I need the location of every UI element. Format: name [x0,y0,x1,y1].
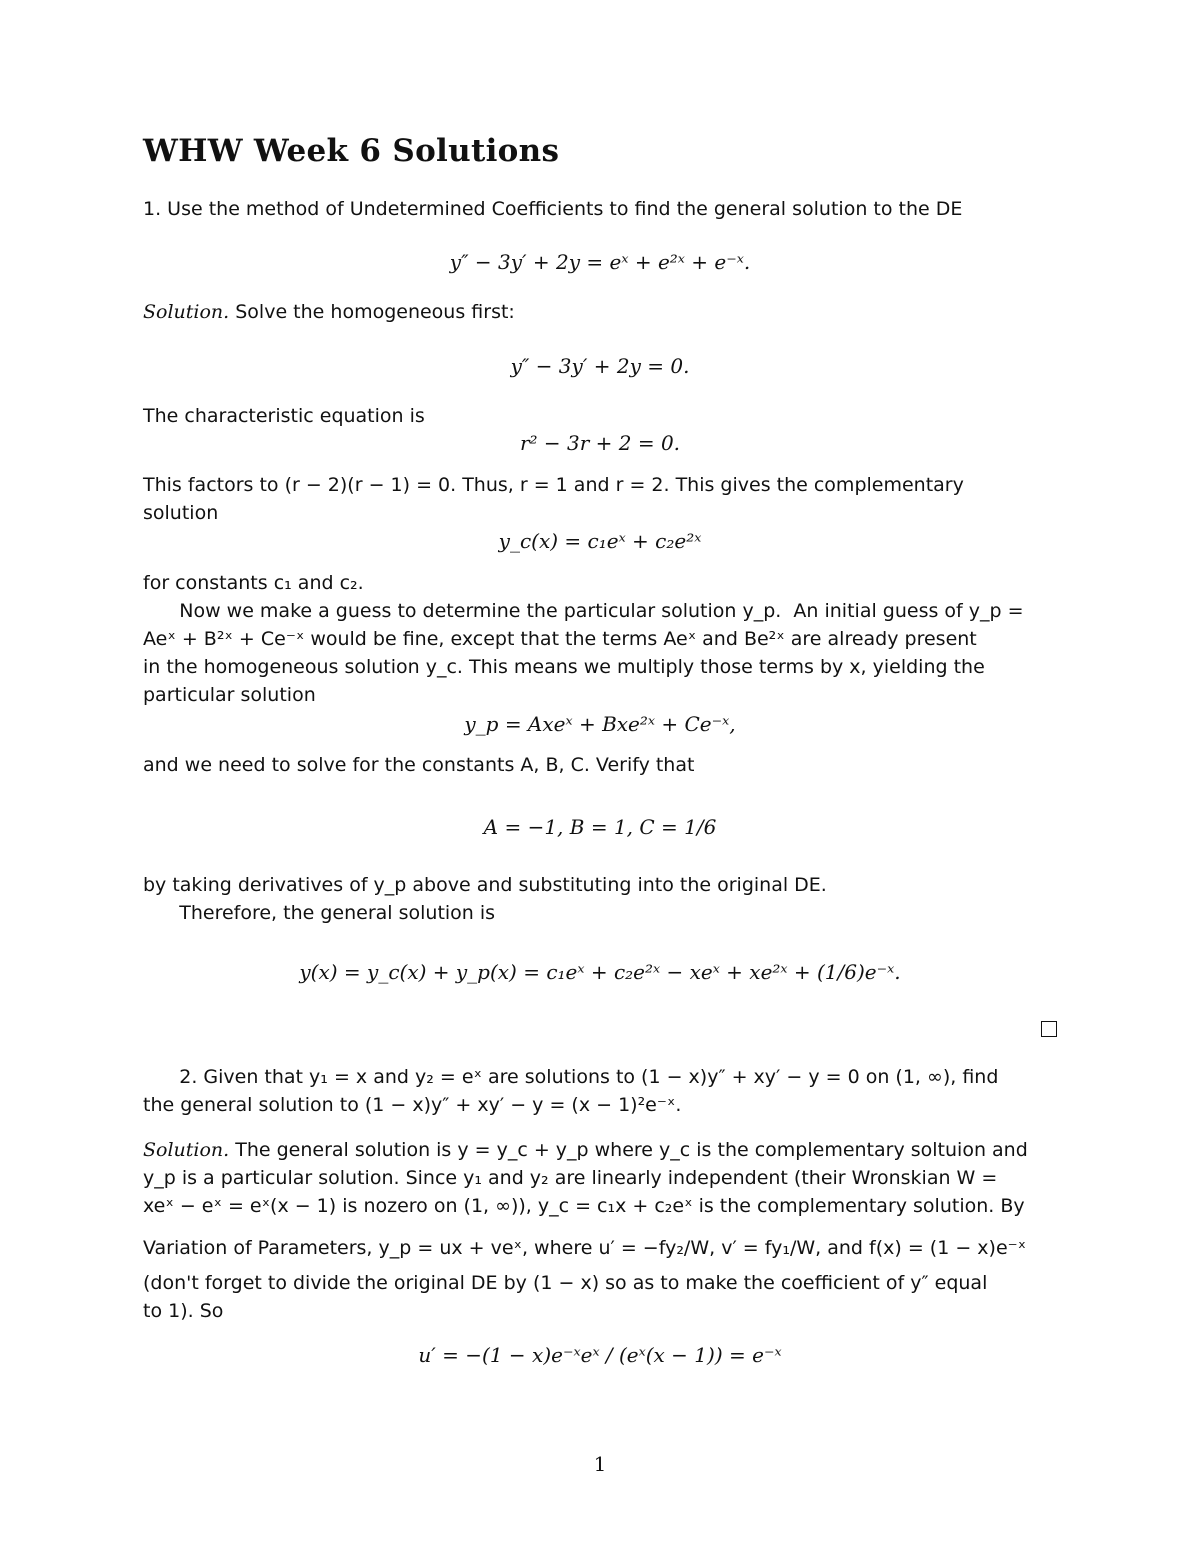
derivatives-line: by taking derivatives of y_p above and substituting into the original DE. [143,874,827,896]
solution-label: Solution. [143,301,230,323]
guess-line-4: particular solution [143,684,316,706]
solution-2-text: The general solution is y = y_c + y_p where y_c is the complementary soltuion and [229,1139,1028,1161]
constants-line: for constants c₁ and c₂. [143,572,364,594]
equation-homogeneous: y″ − 3y′ + 2y = 0. [510,354,690,378]
problem-2-prompt-line-1: 2. Given that y₁ = x and y₂ = eˣ are solutions to (1 − x)y″ + xy′ − y = 0 on (1, ∞), find [143,1066,999,1088]
equation-de: y″ − 3y′ + 2y = eˣ + e²ˣ + e⁻ˣ. [449,250,751,274]
equation-complementary: y_c(x) = c₁eˣ + c₂e²ˣ [498,529,702,553]
factor-line-1: This factors to (r − 2)(r − 1) = 0. Thus, r = 1 and r = 2. This gives the complementary [143,474,964,496]
solution-intro-text: Solve the homogeneous first: [229,301,515,323]
page-title: WHW Week 6 Solutions [143,133,560,169]
guess-line-3: in the homogeneous solution y_c. This means we multiply those terms by x, yielding the [143,656,985,678]
guess-line-1: Now we make a guess to determine the particular solution y_p. An initial guess of y_p = [143,600,1024,622]
solve-constants-line: and we need to solve for the constants A, B, C. Verify that [143,754,695,776]
equation-characteristic: r² − 3r + 2 = 0. [519,431,681,455]
guess-line-2: Aeˣ + B²ˣ + Ce⁻ˣ would be fine, except that the terms Aeˣ and Be²ˣ are already present [143,628,977,650]
equation-general-solution: y(x) = y_c(x) + y_p(x) = c₁eˣ + c₂e²ˣ − xeˣ + xe²ˣ + (1/6)e⁻ˣ. [299,960,901,984]
characteristic-intro: The characteristic equation is [143,405,425,427]
qed-square-icon [1041,1021,1057,1037]
page-number: 1 [593,1452,607,1476]
solution-2-line-1 [143,1136,1059,1164]
solution-2-line-4: Variation of Parameters, y_p = ux + veˣ, where u′ = −fy₂/W, v′ = fy₁/W, and f(x) = (1 − x)e⁻ˣ [143,1237,1027,1259]
problem-2-prompt-line-2: the general solution to (1 − x)y″ + xy′ − y = (x − 1)²e⁻ˣ. [143,1094,682,1116]
equation-u-prime: u′ = −(1 − x)e⁻ˣeˣ / (eˣ(x − 1)) = e⁻ˣ [418,1343,782,1367]
therefore-line: Therefore, the general solution is [143,902,496,924]
solution-2-line-6: to 1). So [143,1300,224,1322]
solution-2-line-2: y_p is a particular solution. Since y₁ and y₂ are linearly independent (their Wronskian W = [143,1167,998,1189]
equation-particular: y_p = Axeˣ + Bxe²ˣ + Ce⁻ˣ, [464,712,736,736]
factor-line-2: solution [143,502,219,524]
equation-constants: A = −1, B = 1, C = 1/6 [483,815,717,839]
solution-label-2: Solution. [143,1139,230,1161]
solution-2-line-3: xeˣ − eˣ = eˣ(x − 1) is nozero on (1, ∞)), y_c = c₁x + c₂eˣ is the complementary solution. By [143,1195,1025,1217]
solution-2-line-5: (don't forget to divide the original DE by (1 − x) so as to make the coefficient of y″ equal [143,1272,988,1294]
problem-1-prompt: 1. Use the method of Undetermined Coefficients to find the general solution to the DE [143,198,963,220]
solution-1-intro [143,298,1059,326]
